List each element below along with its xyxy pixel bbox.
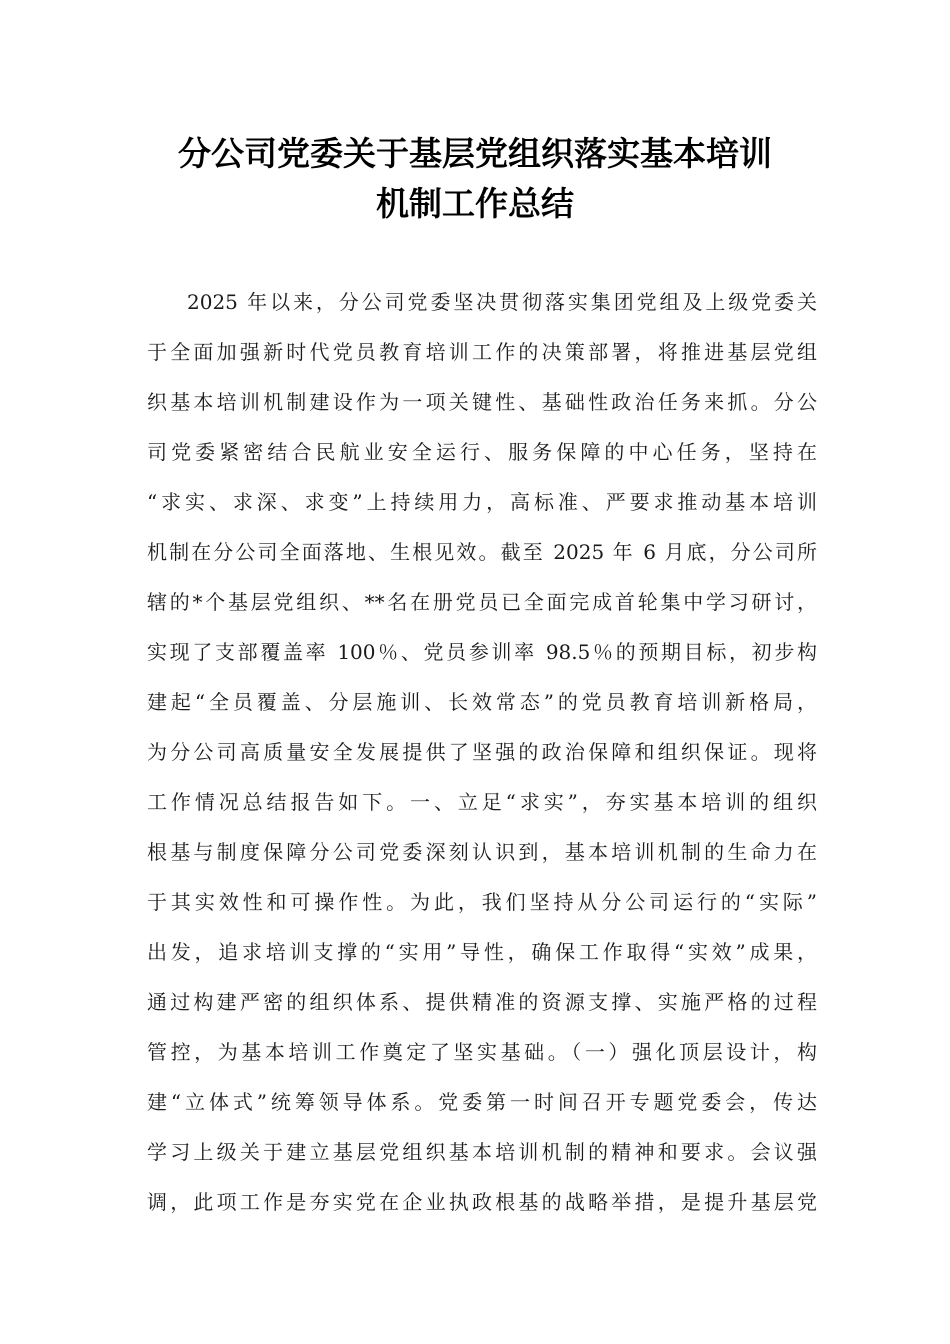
body-text-line: 管控，为基本培训工作奠定了坚实基础。（一）强化顶层设计，构 [147, 1040, 817, 1064]
body-text-line: 实现了支部覆盖率 100％、党员参训率 98.5％的预期目标，初步构 [147, 640, 817, 664]
body-text-line: 为分公司高质量安全发展提供了坚强的政治保障和组织保证。现将 [147, 740, 817, 764]
document-title-line-1: 分公司党委关于基层党组织落实基本培训 [178, 134, 772, 173]
body-text-line: 调，此项工作是夯实党在企业执政根基的战略举措，是提升基层党 [147, 1190, 817, 1214]
document-title-line-2: 机制工作总结 [376, 184, 574, 223]
body-text-line: 建起“全员覆盖、分层施训、长效常态”的党员教育培训新格局， [147, 690, 817, 714]
body-text-line: 织基本培训机制建设作为一项关键性、基础性政治任务来抓。分公 [147, 390, 817, 414]
body-text-line: 出发，追求培训支撑的“实用”导性，确保工作取得“实效”成果， [147, 940, 817, 964]
body-text-line: 学习上级关于建立基层党组织基本培训机制的精神和要求。会议强 [147, 1140, 817, 1164]
body-text-line: 机制在分公司全面落地、生根见效。截至 2025 年 6 月底，分公司所 [147, 540, 817, 564]
body-text-line: 2025 年以来，分公司党委坚决贯彻落实集团党组及上级党委关 [187, 290, 817, 314]
body-text-line: 工作情况总结报告如下。一、立足“求实”，夯实基本培训的组织 [147, 790, 817, 814]
body-text-line: 根基与制度保障分公司党委深刻认识到，基本培训机制的生命力在 [147, 840, 817, 864]
body-text-line: 建“立体式”统筹领导体系。党委第一时间召开专题党委会，传达 [147, 1090, 817, 1114]
body-text-line: 于全面加强新时代党员教育培训工作的决策部署，将推进基层党组 [147, 340, 817, 364]
body-text-line: 于其实效性和可操作性。为此，我们坚持从分公司运行的“实际” [147, 890, 817, 914]
body-text-line: 辖的*个基层党组织、**名在册党员已全面完成首轮集中学习研讨， [147, 590, 817, 614]
body-text-line: “求实、求深、求变”上持续用力，高标准、严要求推动基本培训 [147, 490, 817, 514]
body-text-line: 司党委紧密结合民航业安全运行、服务保障的中心任务，坚持在 [147, 440, 817, 464]
body-text-line: 通过构建严密的组织体系、提供精准的资源支撑、实施严格的过程 [147, 990, 817, 1014]
